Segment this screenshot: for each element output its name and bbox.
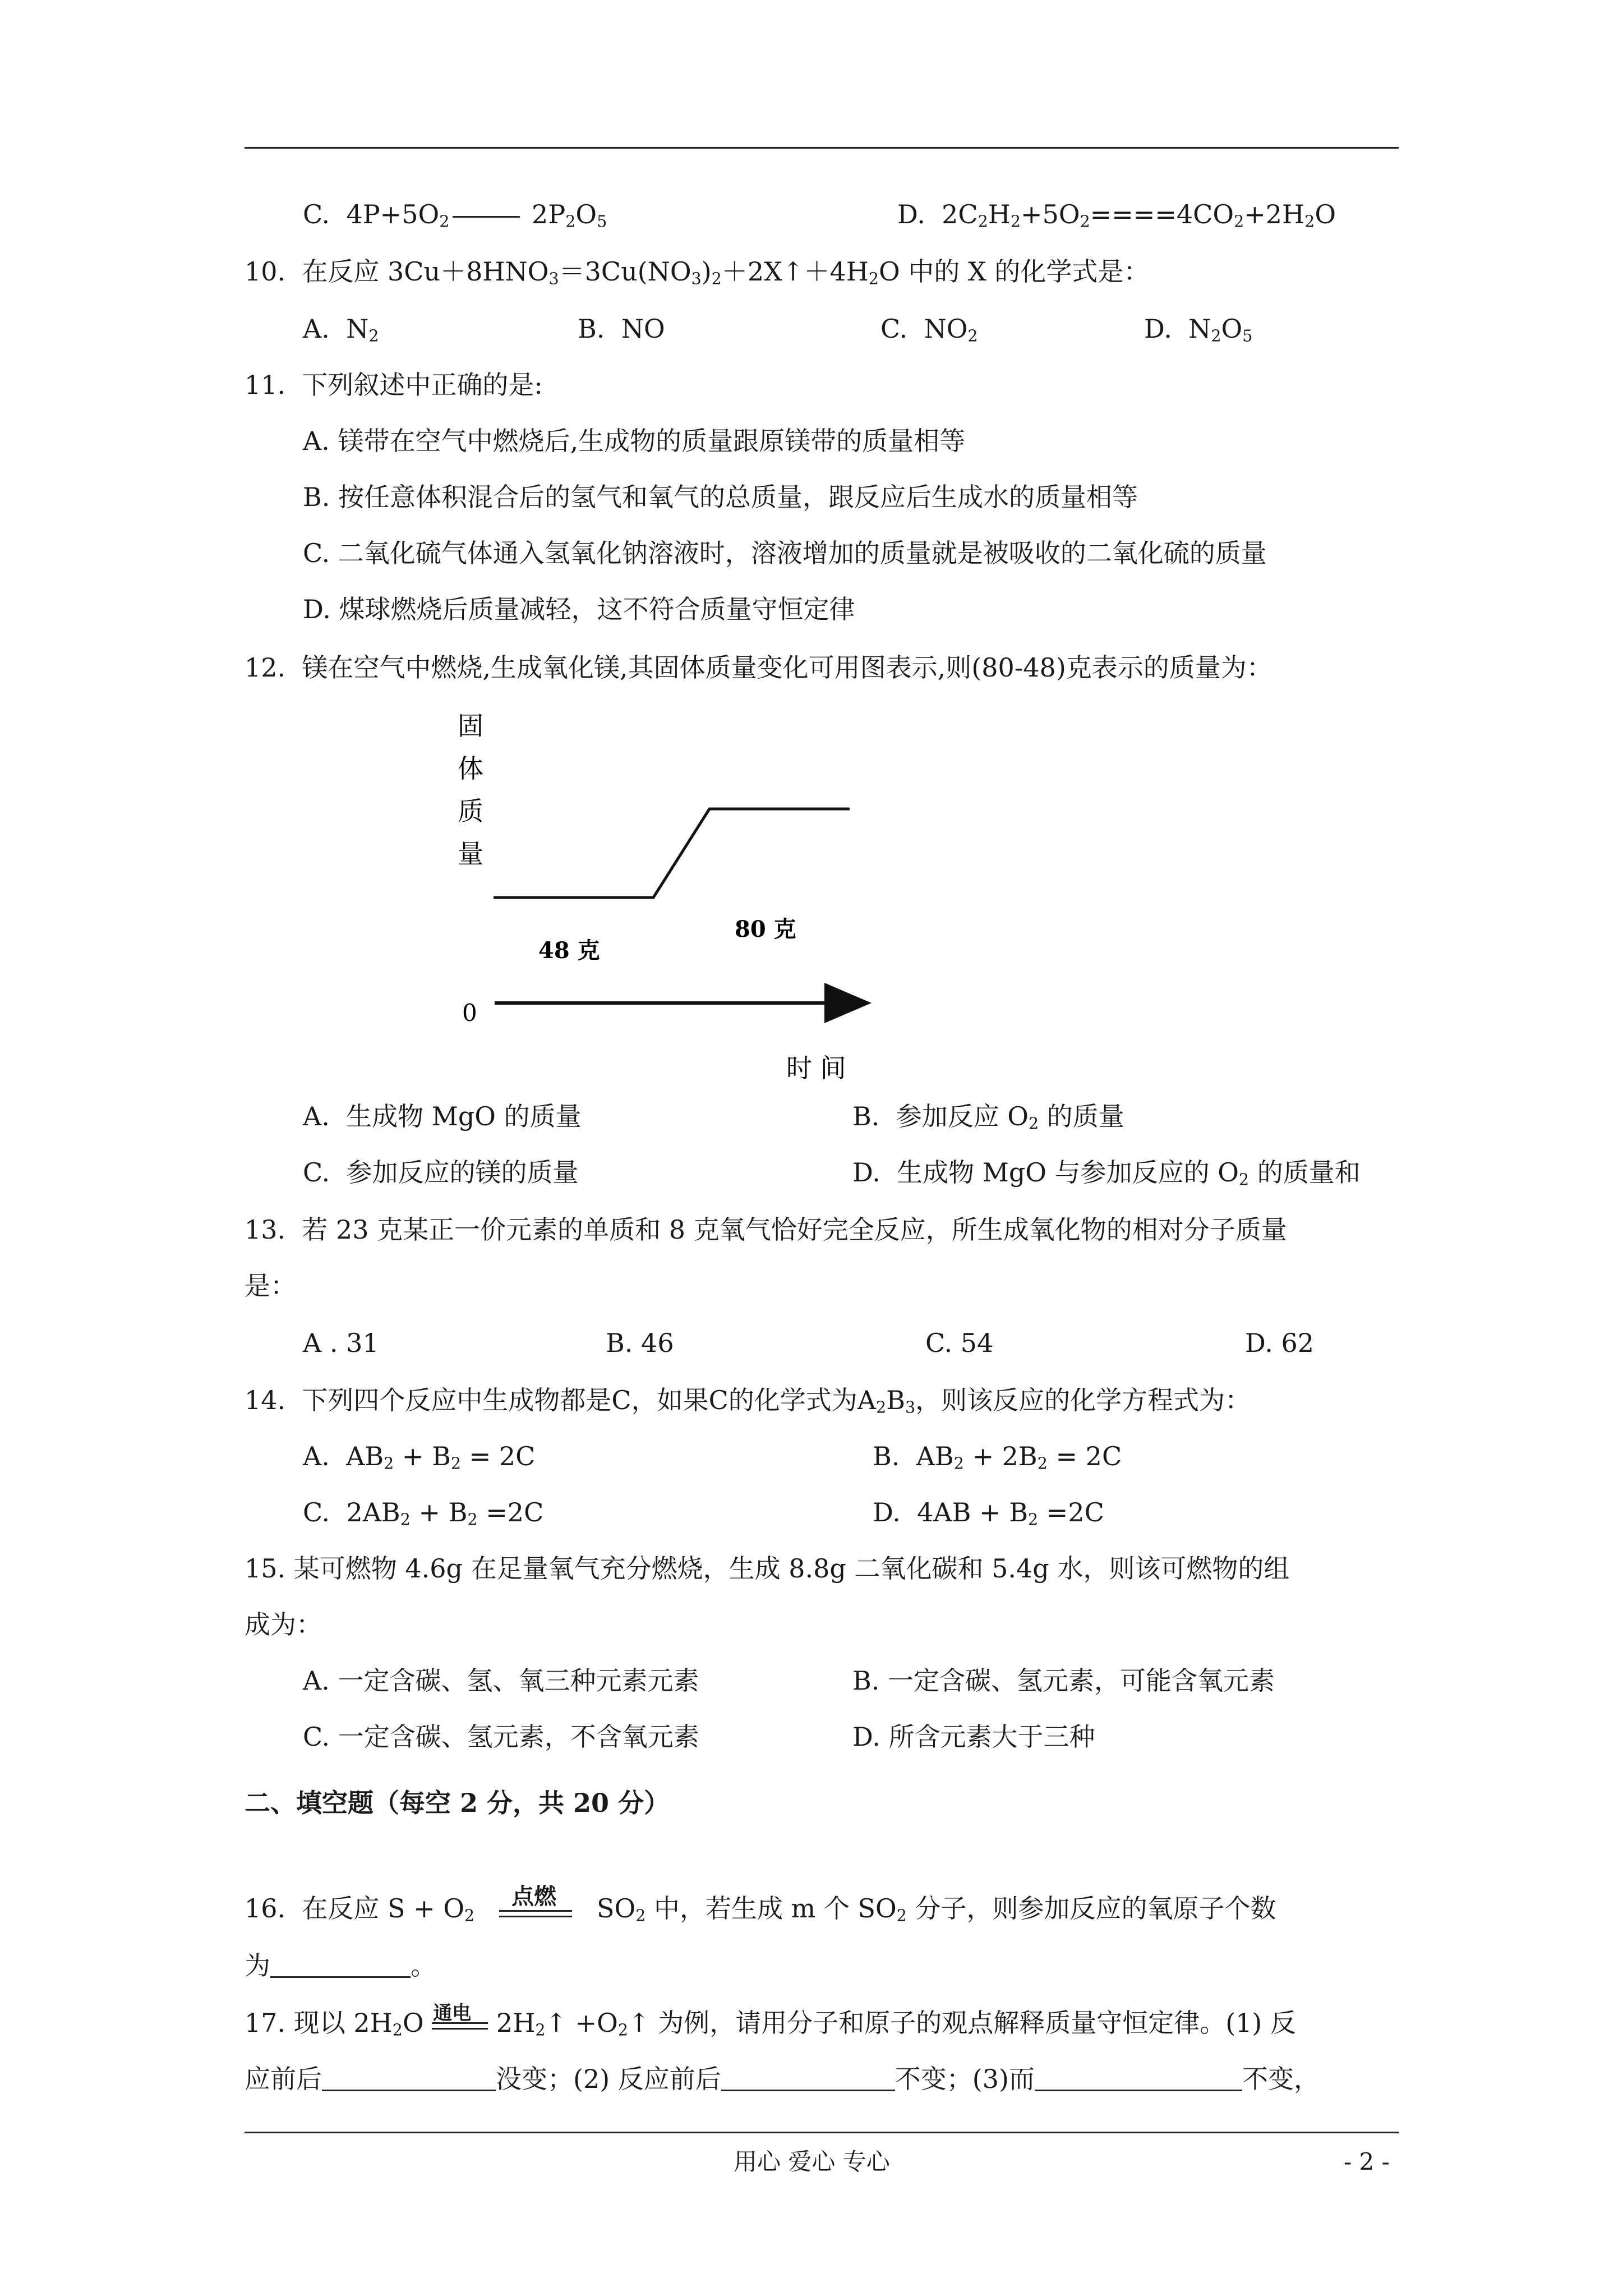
q12-stem: 12. 镁在空气中燃烧,生成氧化镁,其固体质量变化可用图表示,则(80-48)克表示的质量为： [245,652,1272,683]
annotation-48g: 48 克 [538,937,600,964]
answer-blank[interactable] [322,2065,496,2091]
q14-option-a: A. $AB_2 + B_2 = 2C$ [303,1441,536,1473]
section-title: 二、填空题（每空 2 分，共 20 分） [245,1788,670,1818]
q17-stem: 17. 现以 $2H_2O$ 通电 $2H_2↑$ $+O_2↑$ 为例，请用分子和原子的观点解释质量守恒定律。(1) 反 [245,2002,1296,2040]
q11-option-a: A. 镁带在空气中燃烧后,生成物的质量跟原镁带的质量相等 [303,426,966,456]
electrolysis-condition: 通电 [432,2011,488,2039]
q17-line2: 应前后 没变；(2) 反应前后 不变；(3)而 不变， [245,2064,1320,2094]
origin-label: 0 [462,999,477,1027]
q14-option-d: D. $4AB + B_2 =2C$ [873,1497,1104,1529]
q12-option-b: B. 参加反应 $O_2$ 的质量 [852,1101,1124,1133]
q14-stem: 14. 下列四个反应中生成物都是C，如果C的化学式为$A_2B_3$，则该反应的化学方程式为： [245,1385,1251,1417]
answer-blank[interactable] [721,2065,895,2091]
q12-option-a: A. 生成物 MgO 的质量 [303,1101,582,1131]
y-axis-label-char: 体 [458,753,483,784]
q15-option-c: C. 一定含碳、氢元素，不含氧元素 [303,1722,699,1752]
q10-stem: 10. 在反应 $3Cu+8HNO_3=3Cu(NO_3)_2+2X↑+4H_2O$ 中的 X 的化学式是： [245,256,1150,288]
q11-option-b: B. 按任意体积混合后的氢气和氧气的总质量，跟反应后生成水的质量相等 [303,482,1138,512]
q15-option-b: B. 一定含碳、氢元素，可能含氧元素 [852,1665,1275,1696]
q10-option-d: D. $N_2O_5$ [1144,314,1253,346]
ignite-condition: 点燃 [499,1897,572,1925]
mass-time-chart [404,701,909,1105]
q10-option-b: B. NO [578,314,665,344]
annotation-80g: 80 克 [735,916,796,942]
q16-stem: 16. 在反应 $S + O_2$ 点燃 $SO_2$ 中，若生成 m 个 $SO_2$ 分子，则参加反应的氧原子个数 [245,1883,1276,1925]
q13-option-b: B. 46 [606,1328,674,1358]
reaction-arrow-line [453,216,520,218]
y-axis-label-char: 质 [458,796,483,826]
q11-option-d: D. 煤球燃烧后质量减轻，这不符合质量守恒定律 [303,594,855,624]
q10-option-c: C. $NO_2$ [880,314,978,346]
answer-blank[interactable] [270,1952,411,1978]
q13-option-d: D. 62 [1245,1328,1315,1358]
y-axis-label-char: 量 [458,839,483,869]
x-axis-label: 时 间 [786,1053,846,1083]
header-rule [245,147,1399,149]
footer-motto: 用心 爱心 专心 [734,2148,890,2175]
q11-option-c: C. 二氧化硫气体通入氢氧化钠溶液时，溶液增加的质量就是被吸收的二氧化硫的质量 [303,538,1267,568]
q13-option-c: C. 54 [925,1328,994,1358]
q13-stem-cont: 是： [245,1271,296,1301]
q14-option-b: B. $AB_2 + 2B_2 = 2C$ [873,1441,1122,1473]
q9-option-c: C. $4P+5O_2$ $2P_2O_5$ [303,199,607,231]
q15-stem: 15. 某可燃物 4.6g 在足量氧气充分燃烧，生成 8.8g 二氧化碳和 5.4g 水，则该可燃物的组 [245,1553,1290,1584]
q15-option-a: A. 一定含碳、氢、氧三种元素元素 [303,1665,699,1696]
page-number: - 2 - [1344,2148,1390,2175]
q13-stem: 13. 若 23 克某正一价元素的单质和 8 克氧气恰好完全反应，所生成氧化物的相对分子质量 [245,1214,1287,1245]
q9-option-d: D. $2C_2H_2+5O_2====4CO_2+2H_2O$ [897,199,1336,231]
q10-option-a: A. $N_2$ [303,314,379,346]
q11-stem: 11. 下列叙述中正确的是: [245,370,543,400]
q15-stem-cont: 成为： [245,1609,322,1640]
y-axis-label-char: 固 [458,711,483,741]
q14-option-c: C. $2AB_2 + B_2 =2C$ [303,1497,544,1529]
answer-blank[interactable] [1035,2065,1242,2091]
mass-series-line [494,809,850,898]
q16-line2: 为 。 [245,1950,436,1981]
q13-option-a: A . 31 [303,1328,379,1358]
q12-option-c: C. 参加反应的镁的质量 [303,1157,579,1188]
footer-rule [245,2132,1399,2133]
q12-option-d: D. 生成物 MgO 与参加反应的 $O_2$ 的质量和 [852,1157,1361,1189]
q15-option-d: D. 所含元素大于三种 [852,1722,1095,1752]
